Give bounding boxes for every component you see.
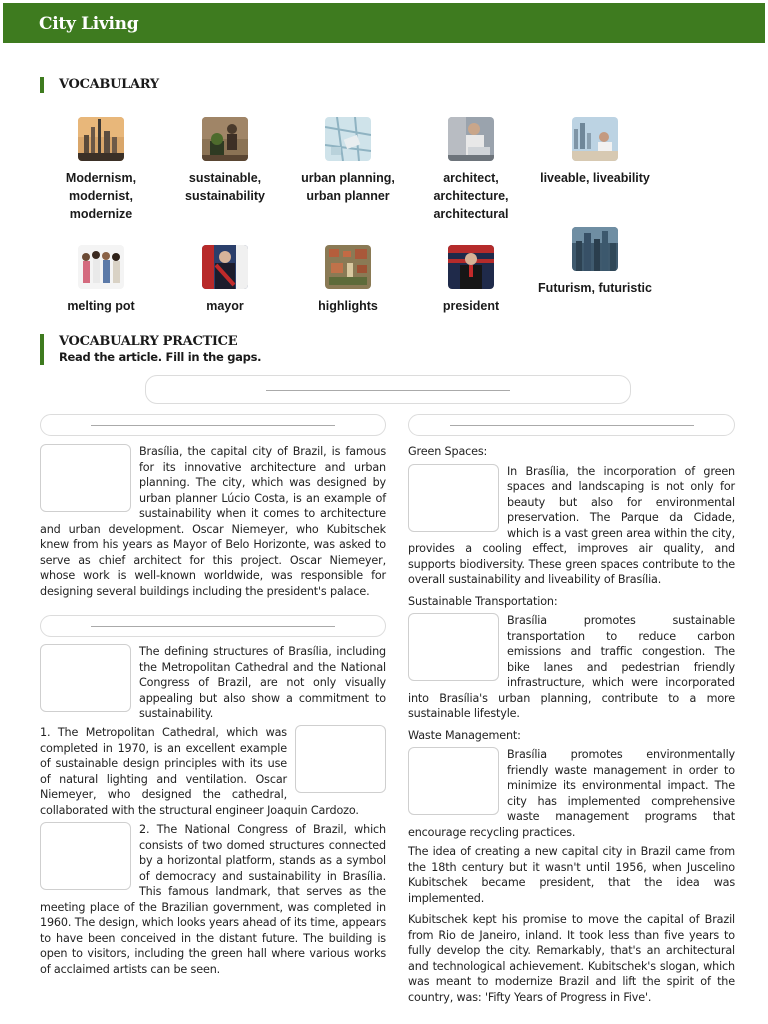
article-left-block-2 [40, 644, 386, 722]
vocab-item-modernism [41, 117, 161, 223]
article-paragraph: Kubitschek kept his promise to move the capital of Brazil from Rio de Janeiro, inland. It took less than five years to fully develop the city. Remarkably, that's an architectural and technological achievement. Kubitschek's slogan, which was meant to modernize Brazil and lift the spirit of the country, was: 'Fifty Years of Progress in Five'. [408, 913, 735, 1004]
vocab-item-architect [411, 117, 531, 223]
article-paragraph: 2. The National Congress of Brazil, which consists of two domed structures connected by a horizontal platform, stands as a symbol of democracy and sustainability in Brasília. This famous landmark, that serves as the meeting place of the Brazilian government, was completed in 1960. The design, which looks years ahead of its time, appears to have been conceived in the distant future. The building is open to visitors, including the green hall where various works of acclaimed artists can be seen. [40, 823, 386, 976]
page-title: City Living [39, 14, 139, 34]
image-placeholder [408, 747, 499, 815]
president-image [448, 245, 494, 289]
vocab-word: liveable, liveability [540, 171, 650, 185]
person-with-plant-image [202, 117, 248, 161]
vocab-item-futurism [535, 227, 655, 297]
transport-label: Sustainable Transportation: [408, 594, 558, 608]
vocab-word: melting pot [67, 299, 135, 313]
vocab-word: architect, architecture, architectural [433, 171, 509, 221]
article-title-blank[interactable] [145, 375, 631, 404]
diverse-people-image [78, 245, 124, 289]
article-paragraph: Brasília, the capital city of Brazil, is famous for its innovative architecture and urban planning. The city, which was designed by urban planner Lúcio Costa, is an example of sustainability when it comes to architecture and urban development. Oscar Niemeyer, who Kubitschek knew from his years as Mayor of Belo Horizonte, was asked to serve as chief architect for this project. Oscar Niemeyer, whose work is well-known worldwide, was responsible for designing several buildings including the president's palace. [40, 445, 386, 598]
futuristic-city-image [572, 227, 618, 271]
city-skyline-image [78, 117, 124, 161]
vocab-word: urban planning, urban planner [301, 171, 395, 203]
left-heading-blank-1[interactable] [40, 414, 386, 436]
mayor-image [202, 245, 248, 289]
vocab-word: president [442, 299, 500, 313]
article-left-block-1 [40, 444, 386, 599]
page-header [3, 3, 765, 43]
vocab-word: mayor [206, 299, 244, 313]
vocab-word: sustainable, sustainability [185, 171, 265, 203]
vocab-word: Modernism, modernist, modernize [65, 171, 137, 221]
article-paragraph: The defining structures of Brasília, including the Metropolitan Cathedral and the National Congress of Brazil, are not only visually appealing but also show a commitment to sustainability. [139, 645, 386, 720]
vocab-item-sustainable [165, 117, 285, 205]
practice-instructions: Read the article. Fill in the gaps. [59, 350, 262, 364]
vocab-item-president [411, 245, 531, 315]
person-relaxing-city-image [572, 117, 618, 161]
image-placeholder [408, 464, 499, 532]
vocab-item-urban-planning [288, 117, 408, 205]
article-paragraph: Brasília promotes sustainable transportation to reduce carbon emissions and traffic congestion. The bike lanes and pedestrian friendly infrastructure, which were incorporated into Brasília's urban planning, contribute to a more sustainable lifestyle. [408, 614, 735, 720]
article-left-block-4 [40, 822, 386, 977]
architect-image [448, 117, 494, 161]
vocab-word: Futurism, futuristic [538, 281, 652, 295]
image-placeholder [40, 822, 131, 890]
article-paragraph: The idea of creating a new capital city in Brazil came from the 18th century but it wasn't until 1956, when Juscelino Kubitschek became president, that the idea was implemented. [408, 845, 735, 905]
vocab-item-highlights [288, 245, 408, 315]
article-paragraph: In Brasília, the incorporation of green spaces and landscaping is not only for beauty but also for environmental preservation. The Parque da Cidade, which is a vast green area within the city, provides a cooling effect, improves air quality, and supports biodiversity. These green spaces contribute to the overall sustainability and liveability of Brasília. [408, 464, 735, 586]
image-placeholder [408, 613, 499, 681]
right-heading-blank[interactable] [408, 414, 735, 436]
vocab-item-melting-pot [41, 245, 161, 315]
vocab-item-mayor [165, 245, 285, 315]
image-placeholder [40, 444, 131, 512]
vocabulary-heading [40, 77, 159, 93]
city-map-plan-image [325, 117, 371, 161]
practice-heading [40, 334, 261, 365]
image-placeholder [40, 644, 131, 712]
green-spaces-label: Green Spaces: [408, 445, 488, 458]
vocab-item-liveable [535, 117, 655, 187]
left-heading-blank-2[interactable] [40, 615, 386, 637]
practice-title: VOCABUALRY PRACTICE [59, 334, 238, 349]
waste-label: Waste Management: [408, 728, 521, 742]
aerial-old-town-image [325, 245, 371, 289]
article-paragraph: Brasília promotes environmentally friendly waste management in order to minimize its environmental impact. The city has implemented comprehensive waste management programs that encourage recycling practices. [408, 748, 735, 839]
article-paragraph: 1. The Metropolitan Cathedral, which was completed in 1970, is an excellent example of sustainable design principles with its use of natural lighting and ventilation. Oscar Niemeyer, who designed the cathedral, collaborated with the structural engineer Joaquin Cardozo. [40, 726, 359, 817]
article-left-block-3 [40, 725, 386, 818]
vocab-word: highlights [318, 299, 378, 313]
image-placeholder [295, 725, 386, 793]
vocabulary-title: VOCABULARY [59, 77, 159, 92]
article-right-column [408, 444, 735, 1005]
